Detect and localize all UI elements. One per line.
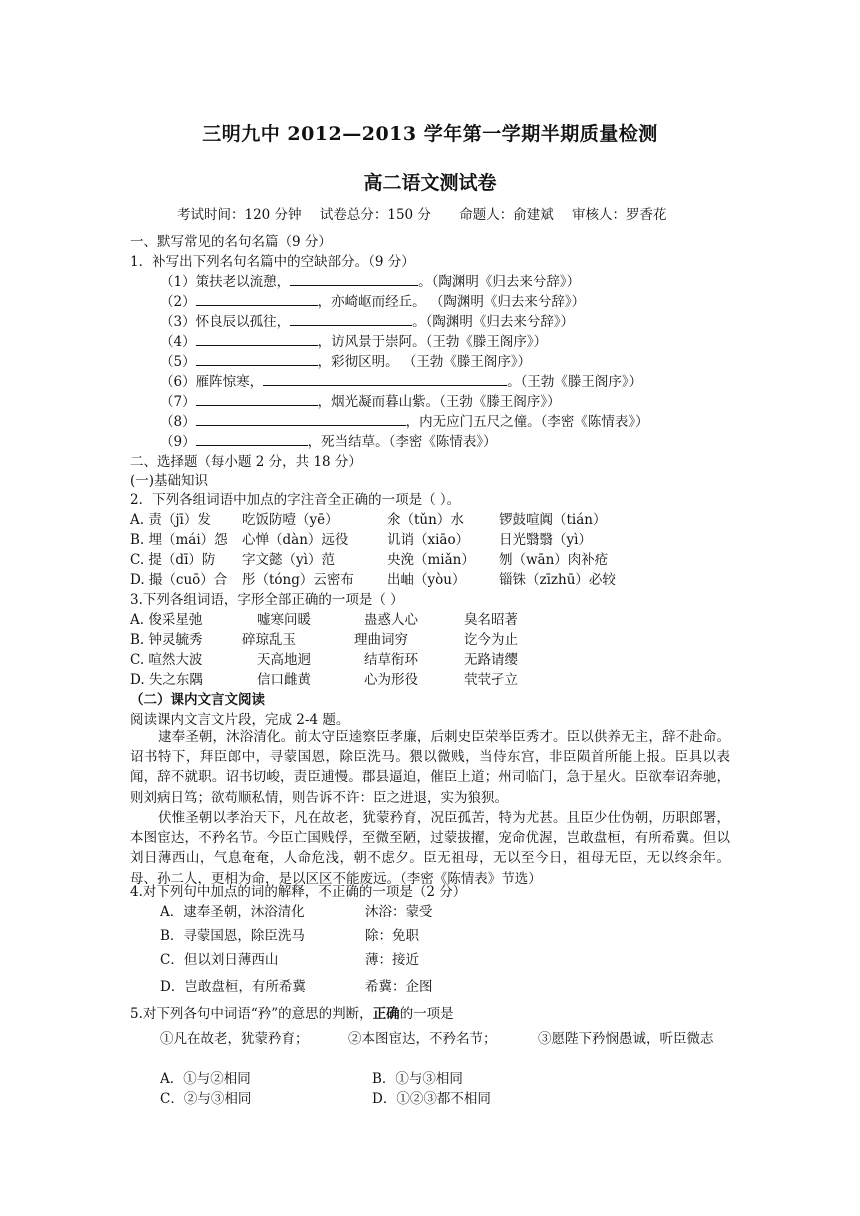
q5-option-a[interactable]: A．①与②相同 xyxy=(160,1071,251,1087)
q4-option-c: C．但以刘日薄西山 薄：接近 xyxy=(160,952,419,968)
section2-heading: 二、选择题（每小题 2 分，共 18 分） xyxy=(130,454,362,470)
q5-option-c[interactable]: C．②与③相同 xyxy=(160,1091,252,1107)
question-3: 3.下列各组词语，字形全部正确的一项是（ ） xyxy=(130,592,404,608)
q3-option-a: A. 俊采星弛 嘘寒问暖 蛊惑人心 臭名昭著 xyxy=(130,612,518,628)
section1-heading: 一、默写常见的名句名篇（9 分） xyxy=(130,234,332,250)
q5-sentences: ①凡在故老，犹蒙矜育； ②本图宦达，不矜名节； ③愿陛下矜悯愚诚，听臣微志 xyxy=(160,1031,714,1047)
fill-item-1: （1）策扶老以流憩， 。（陶渊明《归去来兮辞》） xyxy=(160,274,581,290)
answer-blank[interactable] xyxy=(290,313,412,326)
fill-item-8: （8） ，内无应门五尺之僮。（李密《陈情表》） xyxy=(160,414,649,430)
answer-blank[interactable] xyxy=(196,433,308,446)
answer-blank[interactable] xyxy=(196,293,318,306)
answer-blank[interactable] xyxy=(196,333,318,346)
q2-option-a: A. 责（jī）发 吃饭防噎（yē） 氽（tǔn）水 锣鼓喧阗（tián） xyxy=(130,512,607,528)
q4-option-a: A．逮奉圣朝，沐浴清化 沐浴：蒙受 xyxy=(160,904,433,920)
question-4: 4.对下列句中加点的词的解释，不正确的一项是（2 分） xyxy=(130,884,467,900)
subsection-basic: (一)基础知识 xyxy=(130,473,209,489)
setter: 命题人：俞建斌 xyxy=(459,207,554,223)
fill-item-2: （2） ，亦崎岖而经丘。 （陶渊明《归去来兮辞》） xyxy=(160,294,586,310)
q3-option-d: D. 失之东隅 信口雌黄 心为形役 茕茕孑立 xyxy=(130,672,518,688)
subsection-reading: （二）课内文言文阅读 xyxy=(130,692,265,708)
answer-blank[interactable] xyxy=(196,353,318,366)
fill-item-5: （5） ，彩彻区明。 （王勃《滕王阁序》） xyxy=(160,354,532,370)
passage-paragraph-2: 伏惟圣朝以孝治天下，凡在故老，犹蒙矜育，况臣孤苦，特为尤甚。且臣少仕伪朝，历职郎署，本图宦达，不矜名节。今臣亡国贱俘，至微至陋，过蒙拔擢，宠命优渥，岂敢盘桓，有所希冀。但以刘日薄西山，气息奄奄，人命危浅，朝不虑夕。臣无祖母，无以至今日，祖母无臣，无以终余年。母、孙二人，更相为命，是以区区不能废远。（李密《陈情表》节选） xyxy=(130,810,730,887)
fill-item-4: （4） ，访风景于崇阿。（王勃《滕王阁序》） xyxy=(160,334,548,350)
q2-option-b: B. 埋（mái）怨 心惮（dàn）远役 讥诮（xiāo） 日光翳翳（yì） xyxy=(130,532,592,548)
q3-option-b: B. 钟灵毓秀 碎琼乱玉 理曲词穷 讫今为止 xyxy=(130,632,518,648)
q4-option-b: B．寻蒙国恩，除臣洗马 除：免职 xyxy=(160,928,419,944)
fill-item-6: （6）雁阵惊寒， 。（王勃《滕王阁序》） xyxy=(160,374,643,390)
answer-blank[interactable] xyxy=(263,373,507,386)
exam-time: 考试时间：120 分钟 xyxy=(177,207,302,223)
exam-meta xyxy=(177,203,681,223)
q5-options-row-1 xyxy=(160,1067,463,1087)
q3-option-c: C. 喧然大波 天高地迥 结草衔环 无路请缨 xyxy=(130,652,518,668)
fill-item-3: （3）怀良辰以孤往， 。（陶渊明《归去来兮辞》） xyxy=(160,314,575,330)
q5-option-d[interactable]: D．①②③都不相同 xyxy=(372,1091,491,1107)
question-1: 1．补写出下列名句名篇中的空缺部分。（9 分） xyxy=(130,254,415,270)
exam-subtitle: 高二语文测试卷 xyxy=(363,172,497,194)
passage-paragraph-1: 逮奉圣朝，沐浴清化。前太守臣逵察臣孝廉，后刺史臣荣举臣秀才。臣以供养无主，辞不赴命。诏书特下，拜臣郎中，寻蒙国恩，除臣洗马。猥以微贱，当侍东宫，非臣陨首所能上报。臣具以表闻，辞不就职。诏书切峻，责臣逋慢。郡县逼迫，催臣上道；州司临门，急于星火。臣欲奉诏奔驰，则刘病日笃；欲苟顺私情，则告诉不许：臣之进退，实为狼狈。 xyxy=(130,729,730,806)
q5-options-row-2 xyxy=(160,1087,491,1107)
total-score: 试卷总分：150 分 xyxy=(319,207,431,223)
question-2: 2．下列各组词语中加点的字注音全正确的一项是（ ）。 xyxy=(130,492,461,508)
answer-blank[interactable] xyxy=(196,413,406,426)
exam-title: 三明九中 2012—2013 学年第一学期半期质量检测 xyxy=(202,123,658,145)
q4-option-d: D．岂敢盘桓，有所希冀 希冀：企图 xyxy=(160,979,433,995)
fill-item-7: （7） ，烟光凝而暮山紫。（王勃《滕王阁序》） xyxy=(160,394,561,410)
q2-option-d: D. 撮（cuō）合 彤（tóng）云密布 出岫（yòu） 锱铢（zīzhū）必较 xyxy=(130,572,616,588)
reviewer: 审核人：罗香花 xyxy=(572,207,667,223)
answer-blank[interactable] xyxy=(290,273,418,286)
answer-blank[interactable] xyxy=(196,393,318,406)
question-5: 5.对下列各句中词语“矜”的意思的判断，正确的一项是 xyxy=(130,1006,454,1022)
q2-option-c: C. 提（dī）防 字文懿（yì）范 央浼（miǎn） 刎（wān）肉补疮 xyxy=(130,552,609,568)
reading-intro: 阅读课内文言文片段，完成 2-4 题。 xyxy=(130,712,350,728)
q5-option-b[interactable]: B．①与③相同 xyxy=(372,1071,463,1087)
fill-item-9: （9） ，死当结草。（李密《陈情表》） xyxy=(160,434,497,450)
